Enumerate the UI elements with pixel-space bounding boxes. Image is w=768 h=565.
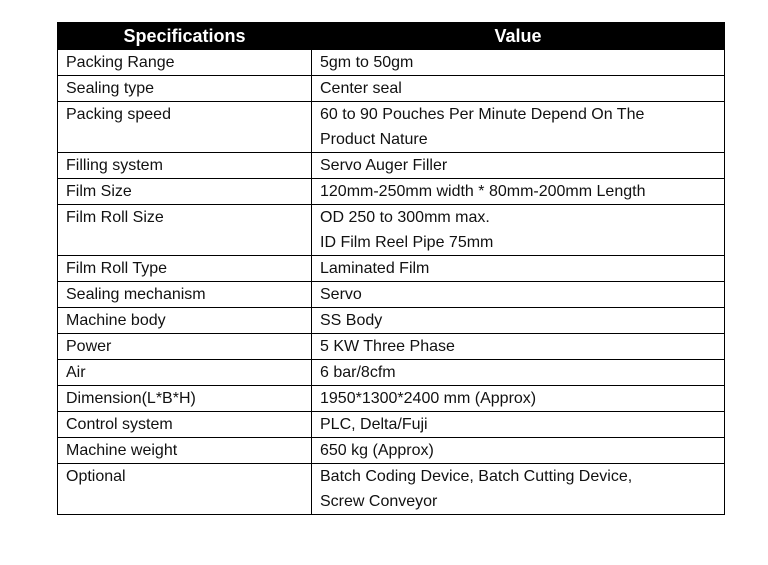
table-row — [58, 153, 725, 179]
header-value: Value — [312, 23, 725, 50]
table-body — [58, 50, 725, 515]
spec-cell: Dimension(L*B*H) — [58, 386, 312, 412]
specifications-table — [57, 22, 725, 515]
value-cell: SS Body — [312, 308, 725, 334]
table-row — [58, 412, 725, 438]
table-row — [58, 102, 725, 153]
value-cell: Servo — [312, 282, 725, 308]
spec-cell: Sealing mechanism — [58, 282, 312, 308]
value-cell: Center seal — [312, 76, 725, 102]
spec-cell: Film Roll Size — [58, 205, 312, 256]
table-row — [58, 308, 725, 334]
value-cell: 5gm to 50gm — [312, 50, 725, 76]
value-cell: Batch Coding Device, Batch Cutting Device, Screw Conveyor — [312, 464, 725, 515]
value-cell: 6 bar/8cfm — [312, 360, 725, 386]
spec-cell: Packing speed — [58, 102, 312, 153]
table-row — [58, 256, 725, 282]
value-cell: PLC, Delta/Fuji — [312, 412, 725, 438]
table-row — [58, 282, 725, 308]
table-row — [58, 76, 725, 102]
spec-cell: Machine weight — [58, 438, 312, 464]
spec-cell: Film Size — [58, 179, 312, 205]
spec-cell: Packing Range — [58, 50, 312, 76]
header-specifications: Specifications — [58, 23, 312, 50]
value-cell: OD 250 to 300mm max. ID Film Reel Pipe 75mm — [312, 205, 725, 256]
table-row — [58, 438, 725, 464]
spec-cell: Filling system — [58, 153, 312, 179]
spec-cell: Air — [58, 360, 312, 386]
value-cell: 5 KW Three Phase — [312, 334, 725, 360]
spec-cell: Machine body — [58, 308, 312, 334]
table-row — [58, 179, 725, 205]
value-cell: Laminated Film — [312, 256, 725, 282]
spec-cell: Control system — [58, 412, 312, 438]
value-cell: 1950*1300*2400 mm (Approx) — [312, 386, 725, 412]
spec-cell: Power — [58, 334, 312, 360]
table-row — [58, 360, 725, 386]
value-cell: 650 kg (Approx) — [312, 438, 725, 464]
spec-cell: Sealing type — [58, 76, 312, 102]
value-cell: 120mm-250mm width * 80mm-200mm Length — [312, 179, 725, 205]
table-row — [58, 334, 725, 360]
spec-cell: Optional — [58, 464, 312, 515]
spec-cell: Film Roll Type — [58, 256, 312, 282]
table-row — [58, 50, 725, 76]
table-row — [58, 464, 725, 515]
table-row — [58, 386, 725, 412]
value-cell: 60 to 90 Pouches Per Minute Depend On The Product Nature — [312, 102, 725, 153]
table-row — [58, 205, 725, 256]
header-row — [58, 23, 725, 50]
value-cell: Servo Auger Filler — [312, 153, 725, 179]
